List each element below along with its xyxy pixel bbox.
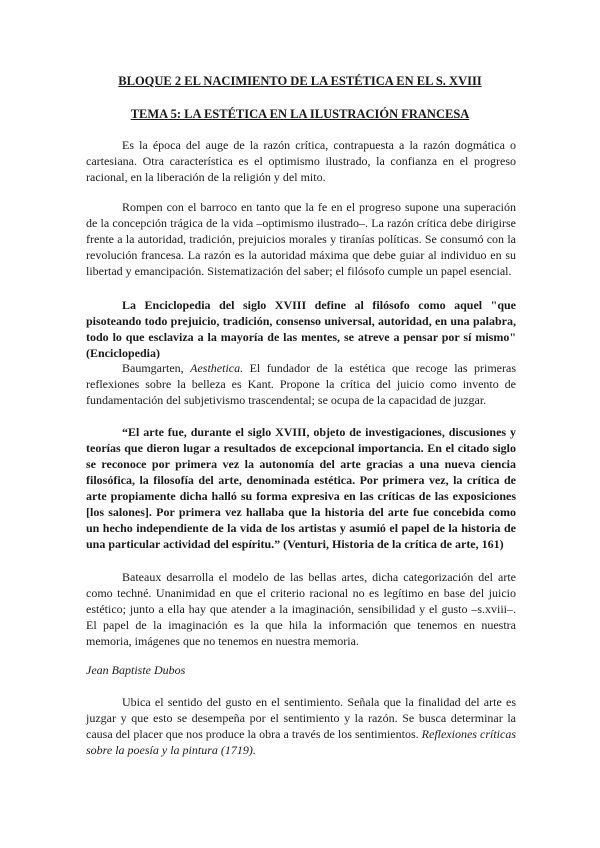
paragraph-barroco: Rompen con el barroco en tanto que la fe en el progreso supone una superación de la concepción trágica de la vida –optimismo ilustrado–. La razón crítica debe dirigirse frente a la autoridad, tradición, prejuicios morales y tiranías políticas. Se consumó con la revolución francesa. La razón es la autoridad máxima que debe guiar al individuo en su libertad y emancipación. Sistematización del saber; el filósofo cumple un papel esencial. bbox=[86, 200, 516, 278]
author-name: Baumgarten, bbox=[122, 361, 191, 375]
quote-venturi: “El arte fue, durante el siglo XVIII, objeto de investigaciones, discusiones y teorías que dieron lugar a resultados de excepcional importancia. En el citado siglo se reconoce por primera vez la autonomía del arte gracias a una nueva ciencia filosófica, la filosofía del arte, denominada estética. Por primera vez, la crítica de arte propiamente dicha halló su forma expresiva en las críticas de las exposiciones [los salones]. Por primera vez hallaba que la historia del arte fue concebida como un hecho independiente de la vida de los artistas y asumió el papel de la historia de una particular actividad del espíritu.” (Venturi, Historia de la crítica de arte, 161) bbox=[86, 425, 516, 551]
paragraph-bateaux: Bateaux desarrolla el modelo de las bellas artes, dicha categorización del arte como techné. Unanimidad en que el criterio racional no es legítimo en base del juicio estético; junto a ella hay que atender a la imaginación, sensibilidad y el gusto –s.xviii–. El papel de la imaginación es la que hila la información que tenemos en nuestra memoria, imágenes que no tenemos en nuestra memoria. bbox=[86, 570, 516, 648]
paragraph-text: Ubica el sentido del gusto en el sentimiento. Señala que la finalidad del arte es juzgar y que esto se desempeña por el sentimiento y la razón. Se busca determinar la causa del placer que nos produce la obra a través de los sentimientos. bbox=[86, 695, 516, 741]
paragraph-dubos bbox=[86, 694, 516, 758]
theme-title: TEMA 5: LA ESTÉTICA EN LA ILUSTRACIÓN FRANCESA bbox=[130, 107, 470, 121]
block-title: BLOQUE 2 EL NACIMIENTO DE LA ESTÉTICA EN EL S. XVIII bbox=[118, 74, 482, 88]
paragraph-baumgarten bbox=[86, 360, 516, 408]
work-title: Reflexiones críticas sobre la poesía y la pintura (1719). bbox=[86, 727, 516, 757]
paragraph-text: El fundador de la estética que recoge las primeras reflexiones sobre la belleza es Kant. Propone la crítica del juicio como invento de fundamentación del subjetivismo trascendental; se ocupa de la capacidad de juzgar. bbox=[86, 361, 517, 407]
work-title: Aesthetica. bbox=[190, 361, 244, 375]
paragraph-intro: Es la época del auge de la razón crítica, contrapuesta a la razón dogmática o cartesiana. Otra característica es el optimismo ilustrado, la confianza en el progreso racional, en la liberación de la religión y del mito. bbox=[86, 138, 516, 184]
section-heading-dubos: Jean Baptiste Dubos bbox=[86, 663, 186, 677]
quote-enciclopedia: La Enciclopedia del siglo XVIII define al filósofo como aquel "que pisoteando todo prejuicio, tradición, consenso universal, autoridad, en una palabra, todo lo que esclaviza a la mayoría de las mentes, se atreve a pensar por sí mismo" (Enciclopedia) bbox=[86, 298, 516, 360]
